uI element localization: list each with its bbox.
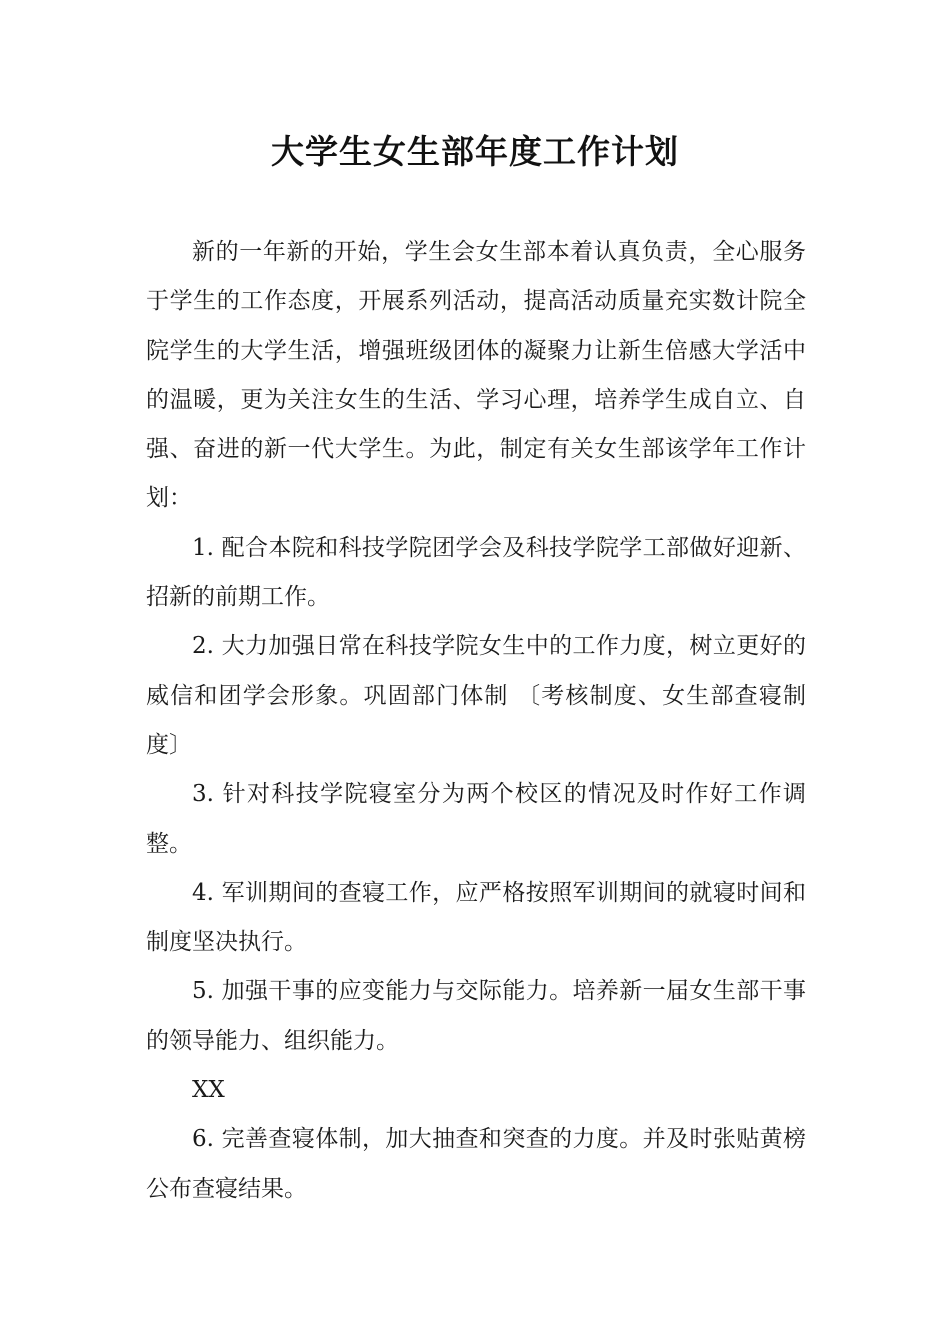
- plan-item-5: 5. 加强干事的应变能力与交际能力。培养新一届女生部干事的领导能力、组织能力。: [146, 978, 806, 1054]
- plan-item-4: 4. 军训期间的查寝工作，应严格按照军训期间的就寝时间和制度坚决执行。: [146, 879, 806, 956]
- plan-item-1: 1. 配合本院和科技学院团学会及科技学院学工部做好迎新、招新的前期工作。: [146, 534, 806, 611]
- document-title: 大学生女生部年度工作计划: [271, 132, 679, 171]
- intro-paragraph: 新的一年新的开始，学生会女生部本着认真负责，全心服务于学生的工作态度，开展系列活动，提高活动质量充实数计院全院学生的大学生活，增强班级团体的凝聚力让新生倍感大学活中的温暖，更为关注女生的生活、学习心理，培养学生成自立、自强、奋进的新一代大学生。为此，制定有关女生部该学年工作计划：: [146, 239, 806, 512]
- plan-item-3: 3. 针对科技学院寝室分为两个校区的情况及时作好工作调整。: [146, 781, 806, 857]
- plan-item-6: 6. 完善查寝体制，加大抽查和突查的力度。并及时张贴黄榜公布查寝结果。: [146, 1126, 806, 1202]
- plan-item-2: 2. 大力加强日常在科技学院女生中的工作力度，树立更好的威信和团学会形象。巩固部门体制 〔考核制度、女生部查寝制度〕: [146, 633, 806, 758]
- document-body: [146, 228, 806, 1214]
- placeholder-line: XX: [192, 1077, 225, 1104]
